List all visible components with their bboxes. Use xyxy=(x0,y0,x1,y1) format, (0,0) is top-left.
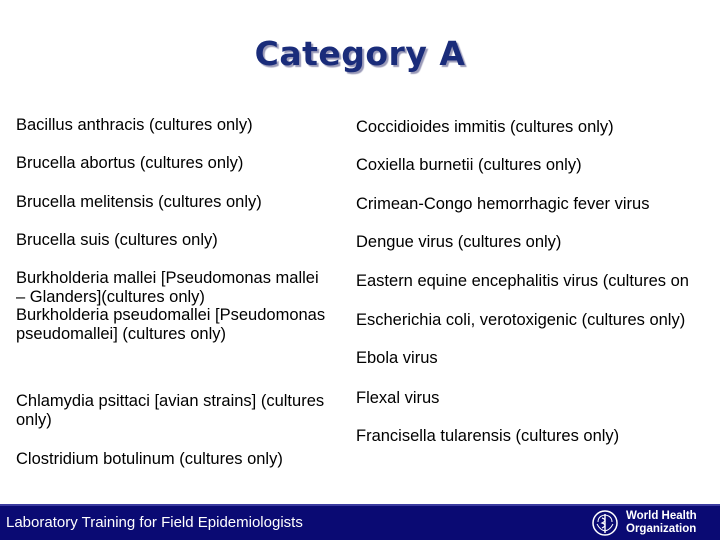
who-logo xyxy=(590,508,714,538)
item-line: Burkholderia pseudomallei [Pseudomonas xyxy=(16,306,326,324)
list-item xyxy=(356,156,582,175)
who-logo-text xyxy=(626,510,697,535)
item-line: Brucella abortus (cultures only) xyxy=(16,154,244,172)
list-item xyxy=(356,195,649,214)
list-item xyxy=(356,389,439,408)
list-item xyxy=(16,116,253,135)
list-item xyxy=(356,118,614,137)
item-line: only) xyxy=(16,411,52,429)
item-line: Dengue virus (cultures only) xyxy=(356,233,562,251)
list-item xyxy=(16,306,325,344)
footer-text: Laboratory Training for Field Epidemiologists xyxy=(6,514,303,531)
who-logo-line: Organization xyxy=(626,522,697,535)
list-item xyxy=(16,450,283,469)
item-line: Coxiella burnetii (cultures only) xyxy=(356,156,582,174)
item-line: pseudomallei] (cultures only) xyxy=(16,325,227,343)
item-line: Bacillus anthracis (cultures only) xyxy=(16,116,253,134)
slide-title: Category A xyxy=(254,34,466,73)
item-line: Francisella tularensis (cultures only) xyxy=(356,427,620,445)
list-item xyxy=(356,233,561,252)
footer-bar xyxy=(0,504,720,540)
who-logo-line: World Health xyxy=(626,510,697,522)
item-line: Eastern equine encephalitis virus (cultures on xyxy=(356,272,689,290)
list-item xyxy=(16,392,324,430)
item-line: Clostridium botulinum (cultures only) xyxy=(16,450,283,468)
item-line: Coccidioides immitis (cultures only) xyxy=(356,118,614,136)
list-item xyxy=(356,427,619,446)
item-line: – Glanders](cultures only) xyxy=(16,288,205,306)
item-line: Burkholderia mallei [Pseudomonas mallei xyxy=(16,269,319,287)
list-item xyxy=(16,154,243,173)
item-line: Ebola virus xyxy=(356,349,438,367)
list-item xyxy=(16,269,319,307)
list-item xyxy=(356,349,438,368)
item-line: Flexal virus xyxy=(356,389,440,407)
list-item xyxy=(356,311,685,330)
who-emblem-icon xyxy=(590,508,620,538)
item-line: Crimean-Congo hemorrhagic fever virus xyxy=(356,195,650,213)
list-item xyxy=(16,193,262,212)
item-line: Escherichia coli, verotoxigenic (cultures only) xyxy=(356,311,686,329)
item-line: Brucella suis (cultures only) xyxy=(16,231,218,249)
item-line: Brucella melitensis (cultures only) xyxy=(16,193,262,211)
item-line: Chlamydia psittaci [avian strains] (cultures xyxy=(16,392,325,410)
list-item xyxy=(16,231,218,250)
list-item xyxy=(356,272,720,291)
